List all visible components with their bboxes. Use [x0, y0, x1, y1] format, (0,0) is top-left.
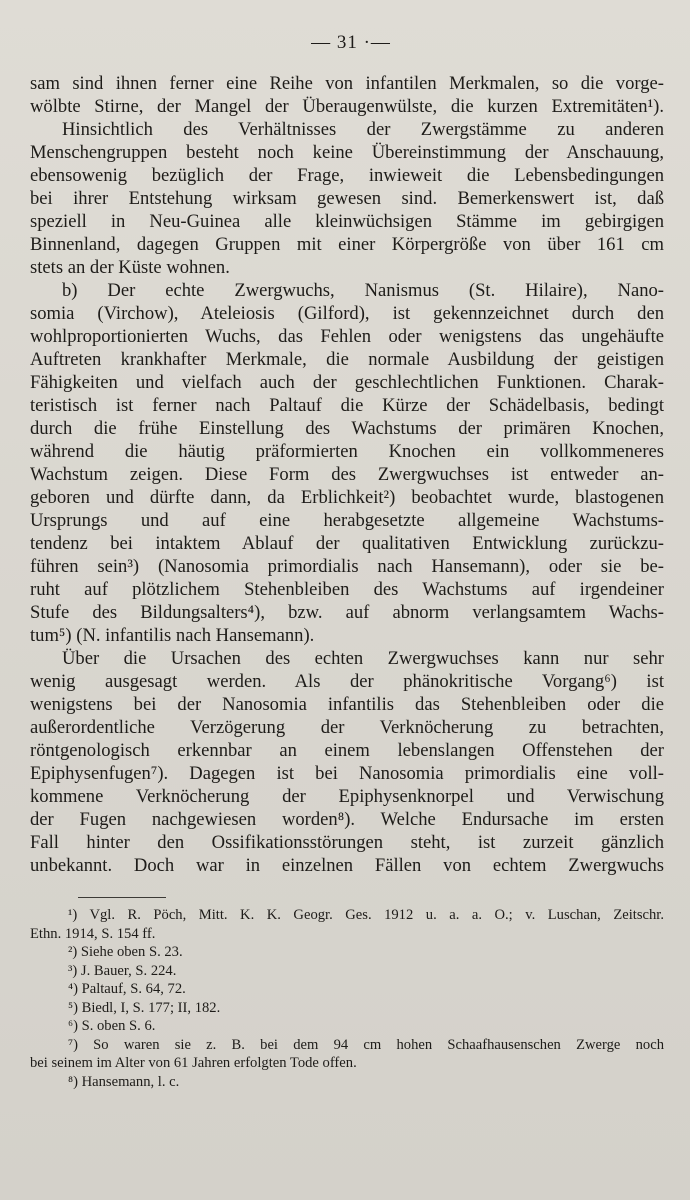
footnote-5 — [30, 999, 664, 1018]
paragraph-3 — [30, 279, 664, 647]
footnote-line: ⁸) Hansemann, l. c. — [68, 1073, 180, 1090]
text-line: Auftreten krankhafter Merkmale, die normale Ausbildung der geistigen — [30, 349, 664, 370]
text-line: Über die Ursachen des echten Zwergwuchses kann nur sehr — [62, 648, 664, 669]
text-line: b) Der echte Zwergwuchs, Nanismus (St. Hilaire), Nano- — [62, 280, 664, 301]
text-line: bei ihrer Entstehung wirksam gewesen sind. Bemerkenswert ist, daß — [30, 188, 664, 209]
footnote-1 — [30, 906, 664, 943]
footnote-8 — [30, 1073, 664, 1092]
text-line: der Fugen nachgewiesen worden⁸). Welche Endursache im ersten — [30, 809, 664, 830]
text-line: während die häutig präformierten Knochen ein vollkommeneres — [30, 441, 664, 462]
footnote-line: ⁴) Paltauf, S. 64, 72. — [68, 981, 186, 997]
text-line: Ursprungs und auf eine herabgesetzte allgemeine Wachstums- — [30, 510, 664, 531]
text-line: wenigstens bei der Nanosomia infantilis das Stehenbleiben oder die — [30, 694, 664, 715]
text-line: Epiphysenfugen⁷). Dagegen ist bei Nanosomia primordialis eine voll- — [30, 763, 664, 784]
footnote-4 — [30, 980, 664, 999]
text-line: Hinsichtlich des Verhältnisses der Zwergstämme zu anderen — [62, 119, 664, 140]
footnote-line: ⁶) S. oben S. 6. — [68, 1018, 156, 1034]
text-line: wohlproportionierten Wuchs, das Fehlen oder wenigstens das ungehäufte — [30, 326, 664, 347]
footnote-line: bei seinem im Alter von 61 Jahren erfolgten Tode offen. — [30, 1055, 357, 1071]
text-line: wölbte Stirne, der Mangel der Überaugenwülste, die kurzen Extremitäten¹). — [30, 96, 664, 117]
text-line: ebensowenig bezüglich der Frage, inwieweit die Lebensbedingungen — [30, 165, 664, 186]
text-line: Stufe des Bildungsalters⁴), bzw. auf abnorm verlangsamtem Wachs- — [30, 602, 664, 623]
text-line: tendenz bei intaktem Ablauf der qualitativen Entwicklung zurückzu- — [30, 533, 664, 554]
text-line: Binnenland, dagegen Gruppen mit einer Körpergröße von über 161 cm — [30, 234, 664, 255]
text-line: speziell in Neu-Guinea alle kleinwüchsigen Stämme im gebirgigen — [30, 211, 664, 232]
footnote-line: ⁷) So waren sie z. B. bei dem 94 cm hohen Schaafhausenschen Zwerge noch — [68, 1036, 664, 1053]
text-line: durch die frühe Einstellung des Wachstums der primären Knochen, — [30, 418, 664, 439]
footnote-6 — [30, 1017, 664, 1036]
text-line: röntgenologisch erkennbar an einem lebenslangen Offenstehen der — [30, 740, 664, 761]
text-line: außerordentliche Verzögerung der Verknöcherung zu betrachten, — [30, 717, 664, 738]
body-text — [30, 72, 664, 877]
text-line: tum⁵) (N. infantilis nach Hansemann). — [30, 625, 315, 646]
footnote-divider — [78, 897, 166, 898]
text-line: somia (Virchow), Ateleiosis (Gilford), ist gekennzeichnet durch den — [30, 303, 664, 324]
footnote-2 — [30, 943, 664, 962]
footnote-line: Ethn. 1914, S. 154 ff. — [30, 925, 156, 942]
text-line: teristisch ist ferner nach Paltauf die Kürze der Schädelbasis, bedingt — [30, 395, 664, 416]
text-line: unbekannt. Doch war in einzelnen Fällen von echtem Zwergwuchs — [30, 855, 664, 876]
text-line: ruht auf plötzlichem Stehenbleiben des Wachstums auf irgendeiner — [30, 579, 664, 600]
text-line: kommene Verknöcherung der Epiphysenknorpel und Verwischung — [30, 786, 664, 807]
paragraph-4 — [30, 647, 664, 877]
text-line: Wachstum zeigen. Diese Form des Zwergwuchses ist entweder an- — [30, 464, 664, 485]
text-line: stets an der Küste wohnen. — [30, 257, 230, 278]
text-line: geboren und dürfte dann, da Erblichkeit²) beobachtet wurde, blastogenen — [30, 487, 664, 508]
paragraph-2 — [30, 118, 664, 279]
paragraph-1 — [30, 72, 664, 118]
footnote-7 — [30, 1036, 664, 1073]
text-line: Menschengruppen besteht noch keine Übereinstimmung der Anschauung, — [30, 142, 664, 163]
footnotes — [30, 906, 664, 1091]
footnote-line: ¹) Vgl. R. Pöch, Mitt. K. K. Geogr. Ges. 1912 u. a. a. O.; v. Luschan, Zeitschr. — [68, 907, 664, 923]
text-line: Fähigkeiten und vielfach auch der geschlechtlichen Funktionen. Charak- — [30, 372, 664, 393]
footnote-line: ⁵) Biedl, I, S. 177; II, 182. — [68, 999, 221, 1016]
footnote-line: ³) J. Bauer, S. 224. — [68, 962, 177, 979]
footnote-line: ²) Siehe oben S. 23. — [68, 944, 183, 960]
text-line: führen sein³) (Nanosomia primordialis nach Hansemann), oder sie be- — [30, 556, 664, 577]
text-line: Fall hinter den Ossifikationsstörungen steht, ist zurzeit gänzlich — [30, 832, 664, 853]
footnote-3 — [30, 962, 664, 981]
text-line: wenig ausgesagt werden. Als der phänokritische Vorgang⁶) ist — [30, 671, 664, 692]
text-line: sam sind ihnen ferner eine Reihe von infantilen Merkmalen, so die vorge- — [30, 73, 664, 94]
page-number: — 31 ·— — [311, 32, 391, 53]
